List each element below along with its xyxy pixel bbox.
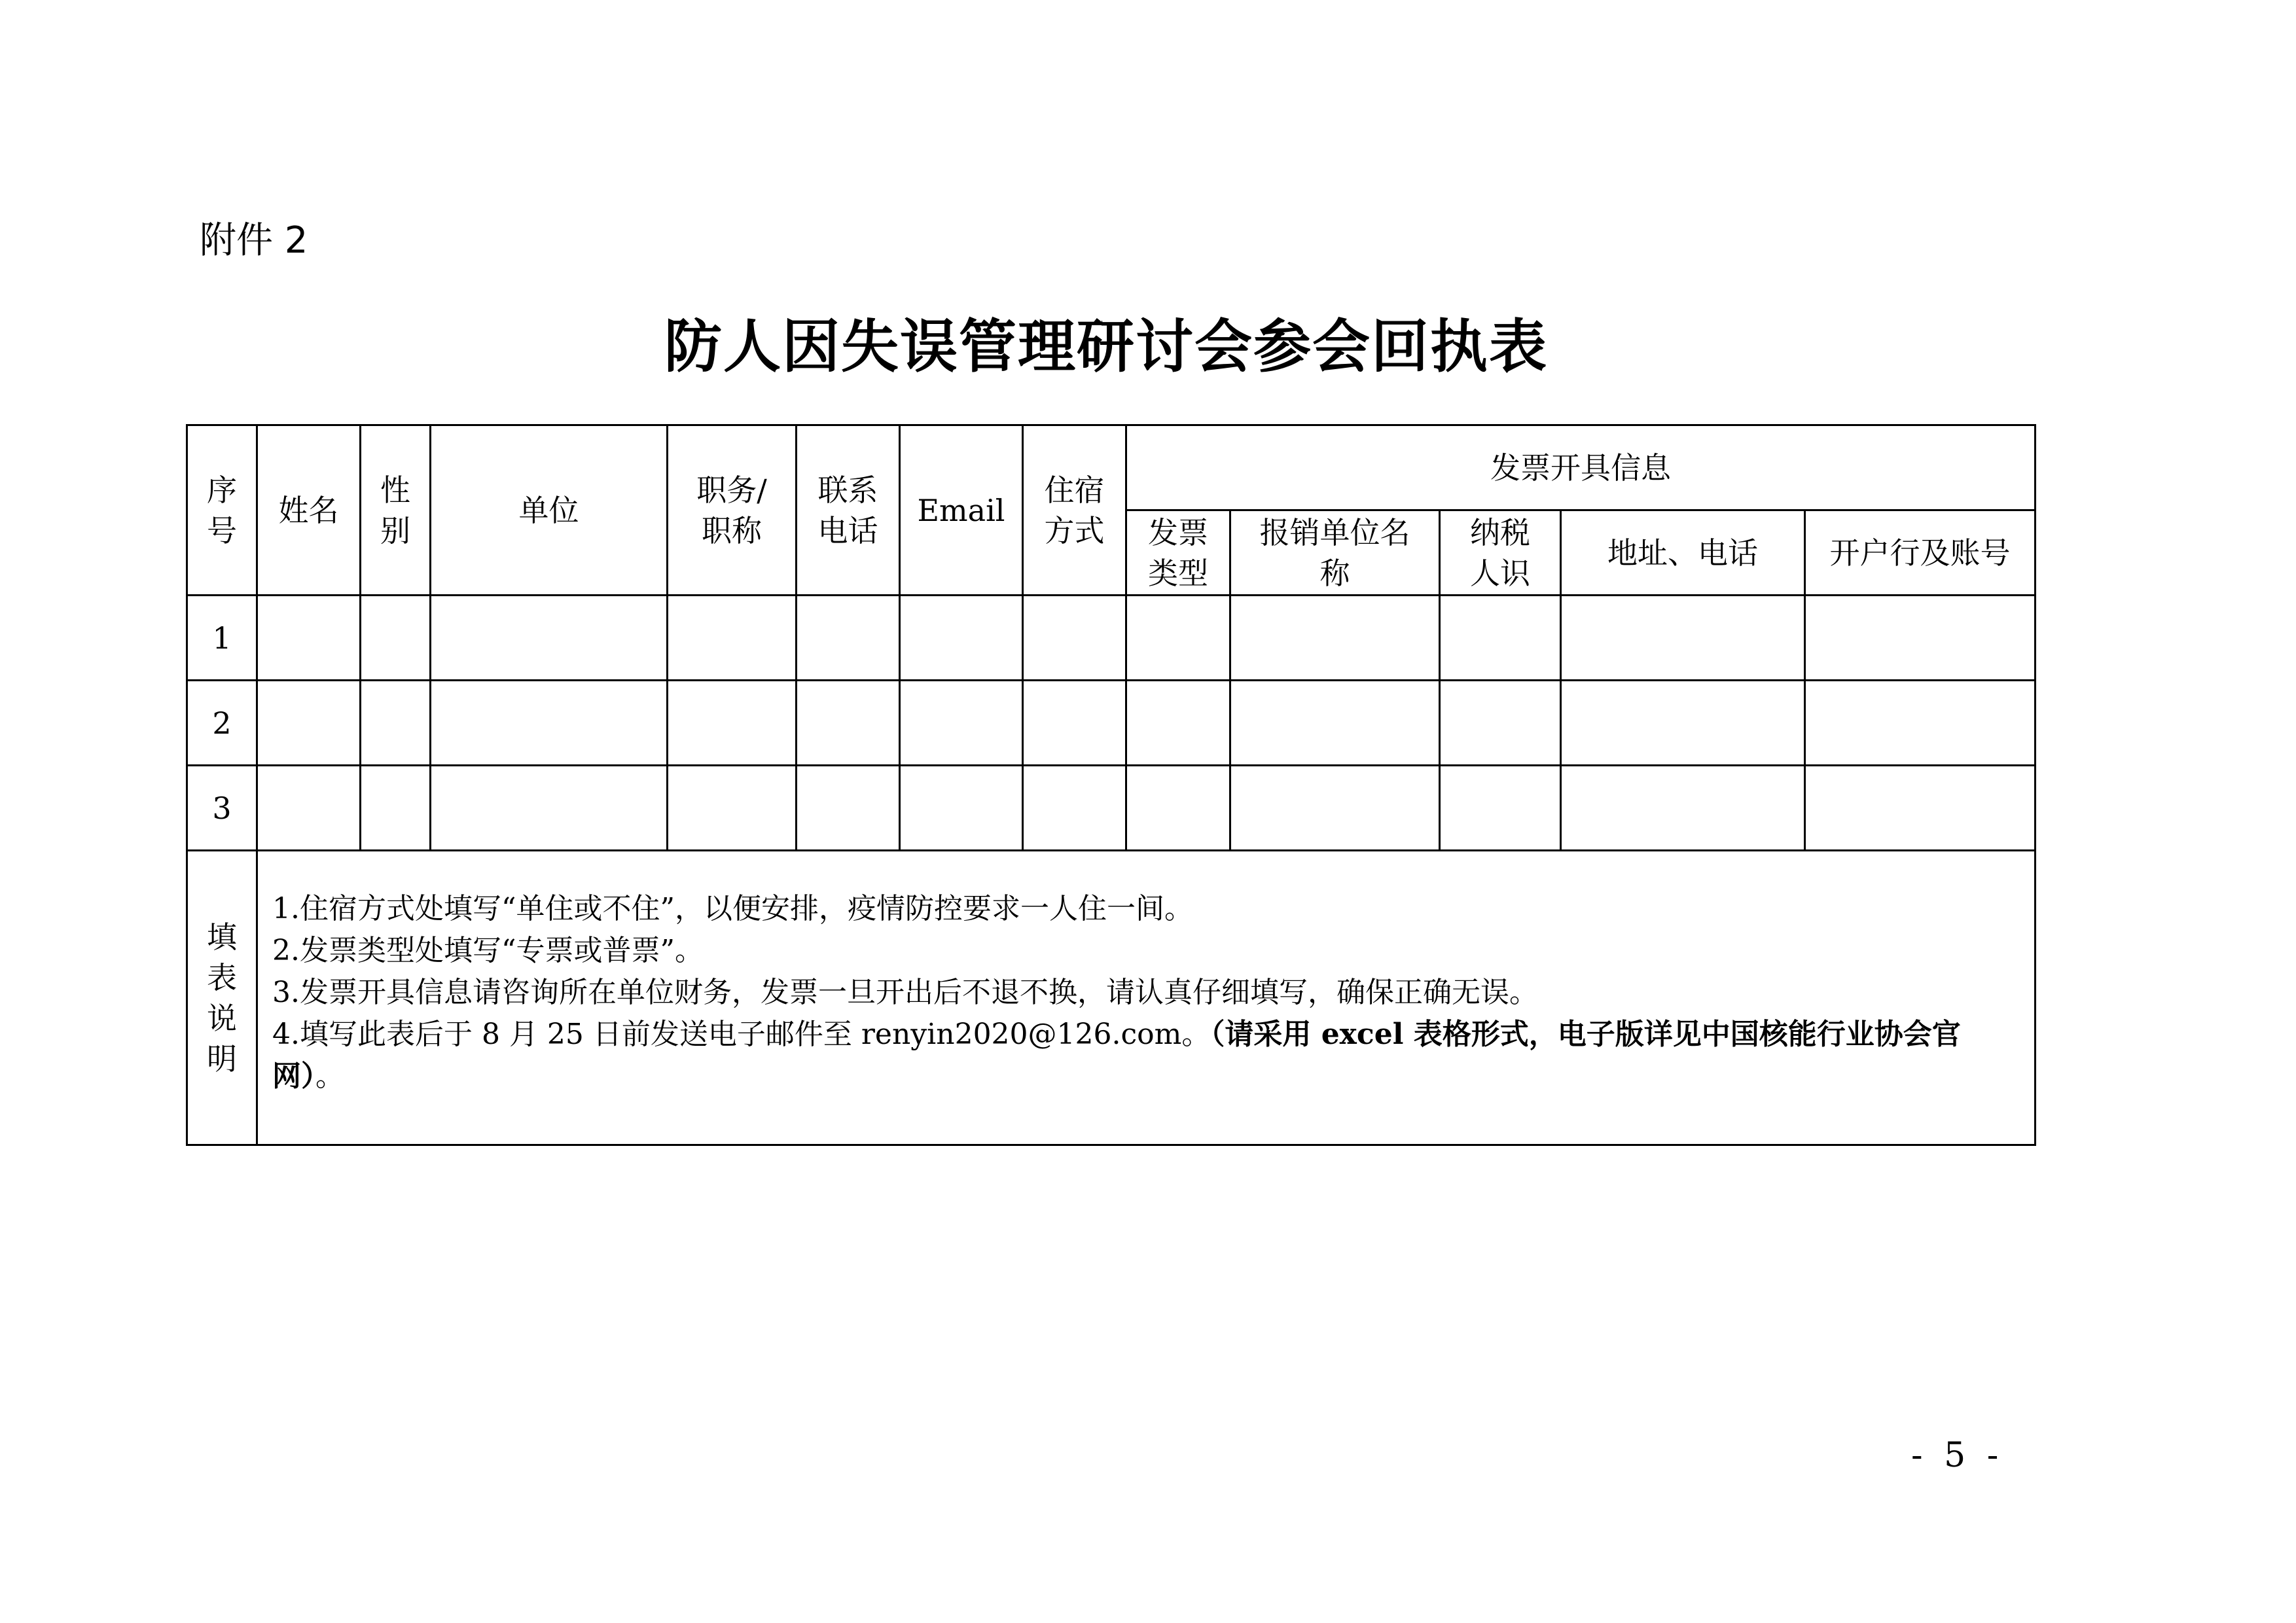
notes-row — [187, 851, 2036, 1145]
header-seq: 序 号 — [187, 425, 257, 596]
header-reimburse-unit: 报销单位名 称 — [1230, 510, 1440, 596]
gender-cell[interactable] — [361, 766, 431, 851]
lodging-cell[interactable] — [1023, 596, 1126, 681]
note-line-1: 1.住宿方式处填写“单住或不住”，以便安排，疫情防控要求一人住一间。 — [272, 892, 1193, 925]
gender-cell[interactable] — [361, 596, 431, 681]
name-cell[interactable] — [257, 681, 361, 766]
header-unit: 单位 — [431, 425, 668, 596]
table-row — [187, 681, 2036, 766]
position-cell[interactable] — [668, 681, 797, 766]
notes-label: 填 表 说 明 — [187, 851, 257, 1145]
name-cell[interactable] — [257, 766, 361, 851]
row-number: 1 — [187, 596, 257, 681]
header-row-top — [187, 425, 2036, 510]
reimburse-unit-cell[interactable] — [1230, 596, 1440, 681]
phone-cell[interactable] — [797, 596, 900, 681]
unit-cell[interactable] — [431, 766, 668, 851]
unit-cell[interactable] — [431, 596, 668, 681]
note-line-4-end: 。 — [315, 1060, 344, 1093]
row-number: 2 — [187, 681, 257, 766]
bank-account-cell[interactable] — [1805, 766, 2036, 851]
taxpayer-id-cell[interactable] — [1440, 766, 1561, 851]
notes-content — [257, 851, 2036, 1145]
page-number: - 5 - — [1911, 1436, 2004, 1475]
lodging-cell[interactable] — [1023, 681, 1126, 766]
header-bank-account: 开户行及账号 — [1805, 510, 2036, 596]
row-number: 3 — [187, 766, 257, 851]
header-address-phone: 地址、电话 — [1561, 510, 1805, 596]
note-line-2: 2.发票类型处填写“专票或普票”。 — [272, 934, 704, 967]
header-email: Email — [900, 425, 1023, 596]
reimburse-unit-cell[interactable] — [1230, 681, 1440, 766]
invoice-type-cell[interactable] — [1126, 766, 1230, 851]
gender-cell[interactable] — [361, 681, 431, 766]
table-row — [187, 596, 2036, 681]
header-gender: 性 别 — [361, 425, 431, 596]
address-phone-cell[interactable] — [1561, 596, 1805, 681]
address-phone-cell[interactable] — [1561, 681, 1805, 766]
header-name: 姓名 — [257, 425, 361, 596]
address-phone-cell[interactable] — [1561, 766, 1805, 851]
email-cell[interactable] — [900, 766, 1023, 851]
taxpayer-id-cell[interactable] — [1440, 596, 1561, 681]
position-cell[interactable] — [668, 766, 797, 851]
bank-account-cell[interactable] — [1805, 596, 2036, 681]
position-cell[interactable] — [668, 596, 797, 681]
note-line-3: 3.发票开具信息请咨询所在单位财务，发票一旦开出后不退不换，请认真仔细填写，确保正确无误。 — [272, 976, 1538, 1009]
email-cell[interactable] — [900, 596, 1023, 681]
bank-account-cell[interactable] — [1805, 681, 2036, 766]
taxpayer-id-cell[interactable] — [1440, 681, 1561, 766]
note-line-4-text: 4.填写此表后于 8 月 25 日前发送电子邮件至 renyin2020@126.com。 — [272, 1018, 1211, 1051]
unit-cell[interactable] — [431, 681, 668, 766]
header-position: 职务/ 职称 — [668, 425, 797, 596]
invoice-type-cell[interactable] — [1126, 596, 1230, 681]
name-cell[interactable] — [257, 596, 361, 681]
document-title: 防人因失误管理研讨会参会回执表 — [664, 312, 1548, 380]
header-invoice-type: 发票 类型 — [1126, 510, 1230, 596]
header-lodging: 住宿 方式 — [1023, 425, 1126, 596]
note-line-4 — [272, 1014, 2025, 1097]
email-cell[interactable] — [900, 681, 1023, 766]
header-phone: 联系 电话 — [797, 425, 900, 596]
header-taxpayer-id: 纳税 人识 — [1440, 510, 1561, 596]
phone-cell[interactable] — [797, 681, 900, 766]
note-line-4-bold: （请采用 excel 表格形式，电子版详见中国核能行业协会官网） — [272, 1018, 1961, 1093]
phone-cell[interactable] — [797, 766, 900, 851]
table-row — [187, 766, 2036, 851]
attachment-label: 附件 2 — [200, 219, 308, 262]
header-invoice-group: 发票开具信息 — [1126, 425, 2036, 510]
reimburse-unit-cell[interactable] — [1230, 766, 1440, 851]
lodging-cell[interactable] — [1023, 766, 1126, 851]
invoice-type-cell[interactable] — [1126, 681, 1230, 766]
registration-form-table — [186, 424, 2036, 1146]
